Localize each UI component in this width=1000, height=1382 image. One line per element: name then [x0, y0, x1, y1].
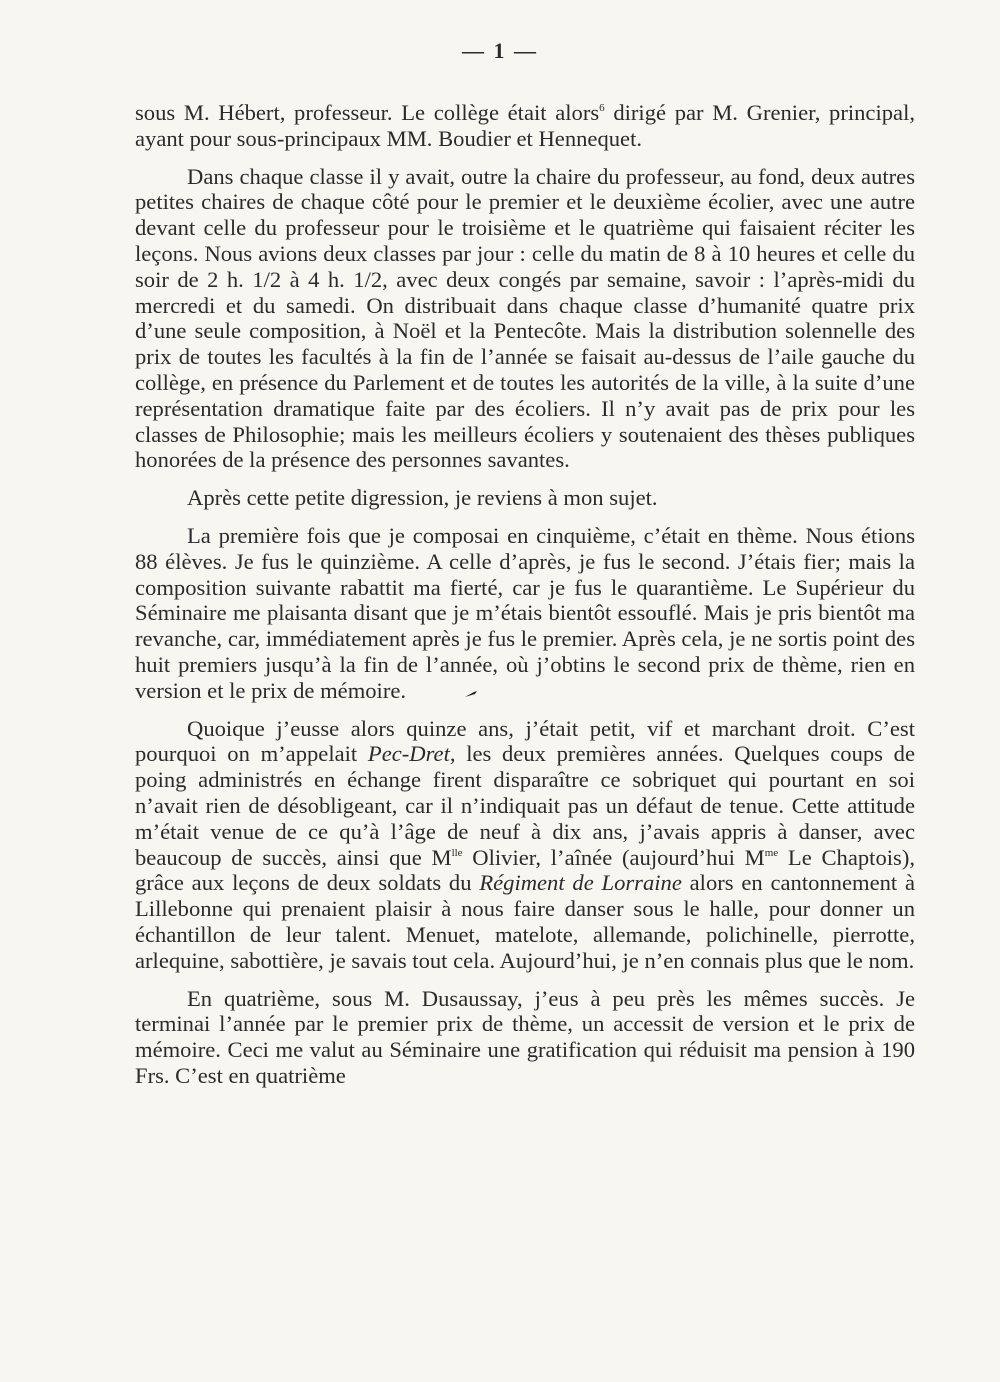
body-text	[135, 100, 915, 1101]
nickname: Pec-Dret,	[367, 741, 456, 767]
paragraph-2: Dans chaque classe il y avait, outre la chaire du professeur, au fond, deux autres petites chaires de chaque côté pour le premier et le deuxième écolier, avec une autre devant celle du professeur pour le troisième et le quatrième qui faisaient réciter les leçons. Nous avions deux classes par jour : celle du matin de 8 à 10 heures et celle du soir de 2 h. 1/2 à 4 h. 1/2, avec deux congés par semaine, savoir : l’après-midi du mercredi et du samedi. On distribuait dans chaque classe d’humanité quatre prix d’une seule composition, à Noël et la Pentecôte. Mais la distribution solennelle des prix de toutes les facultés à la fin de l’année se faisait au-dessus de l’aile gauche du collège, en présence du Parlement et de toutes les autorités de la ville, à la suite d’une représentation dramatique faite par des écoliers. Il n’y avait pas de prix pour les classes de Philosophie; mais les meilleurs écoliers y soutenaient des thèses publiques honorées de la présence des personnes savantes.	[135, 163, 915, 473]
regiment-name: Régiment de Lorraine	[479, 870, 682, 896]
paragraph-5	[135, 716, 915, 974]
paragraph-5-text-c: Olivier, l’aînée (aujourd’hui M	[462, 844, 765, 870]
page-number: — 1 —	[462, 38, 538, 63]
title-abbrev-2: me	[764, 846, 779, 859]
footnote-marker: 6	[599, 102, 605, 114]
title-abbrev-1: lle	[451, 846, 463, 859]
paragraph-4	[135, 523, 915, 704]
paragraph-5-text-e: alors en cantonnement à Lillebonne qui prenaient plaisir à nous faire danser sous le halle, pour donner un échantillon de leur talent. Menuet, matelote, allemande, polichinelle, pierrotte, arlequine, sabottière, je savais tout cela. Aujourd’hui, je n’en connais plus que le nom.	[135, 870, 915, 973]
paragraph-4-text: La première fois que je composai en cinquième, c’était en thème. Nous étions 88 élèves. Je fus le quinzième. A celle d’après, je fus le second. J’étais fier; mais la composition suivante rabattit ma fierté, car je fus le quarantième. Le Supérieur du Séminaire me plaisanta disant que je m’étais bientôt essouflé. Mais je pris bientôt ma revanche, car, immédiatement après je fus le premier. Après cela, je ne sortis point des huit premiers jusqu’à la fin de l’année, où j’obtins le second prix de thème, rien en version et le prix de mémoire.	[135, 522, 915, 703]
paragraph-3: Après cette petite digression, je reviens à mon sujet.	[187, 485, 658, 511]
paragraph-5-text-d: Le Chaptois), grâce aux leçons de deux soldats du	[135, 844, 915, 896]
paragraph-1-text-b: dirigé par M. Grenier, principal, ayant pour sous-principaux MM. Boudier et Hennequet.	[135, 100, 915, 151]
paragraph-1	[135, 100, 915, 152]
paragraph-5-text-a: Quoique j’eusse alors quinze ans, j’était petit, vif et marchant droit. C’est pourquoi on m’appelait	[135, 715, 915, 767]
paragraph-5-text-b: les deux premières années. Quelques coups de poing administrés en échange firent disparaître ce sobriquet qui pourtant en soi n’avait rien de désobligeant, car il n’indiquait pas un défaut de tenue. Cette attitude m’était venue de ce qu’à l’âge de neuf à dix ans, j’avais appris à danser, avec beaucoup de succès, ainsi que M	[135, 741, 915, 870]
paragraph-1-text: sous M. Hébert, professeur. Le collège était alors	[135, 100, 600, 125]
pencil-mark-icon	[412, 678, 442, 704]
paragraph-6: En quatrième, sous M. Dusaussay, j’eus à peu près les mêmes succès. Je terminai l’année par le premier prix de thème, un accessit de version et le prix de mémoire. Ceci me valut au Séminaire une gratification qui réduisit ma pension à 190 Frs. C’est en quatrième	[135, 985, 915, 1088]
